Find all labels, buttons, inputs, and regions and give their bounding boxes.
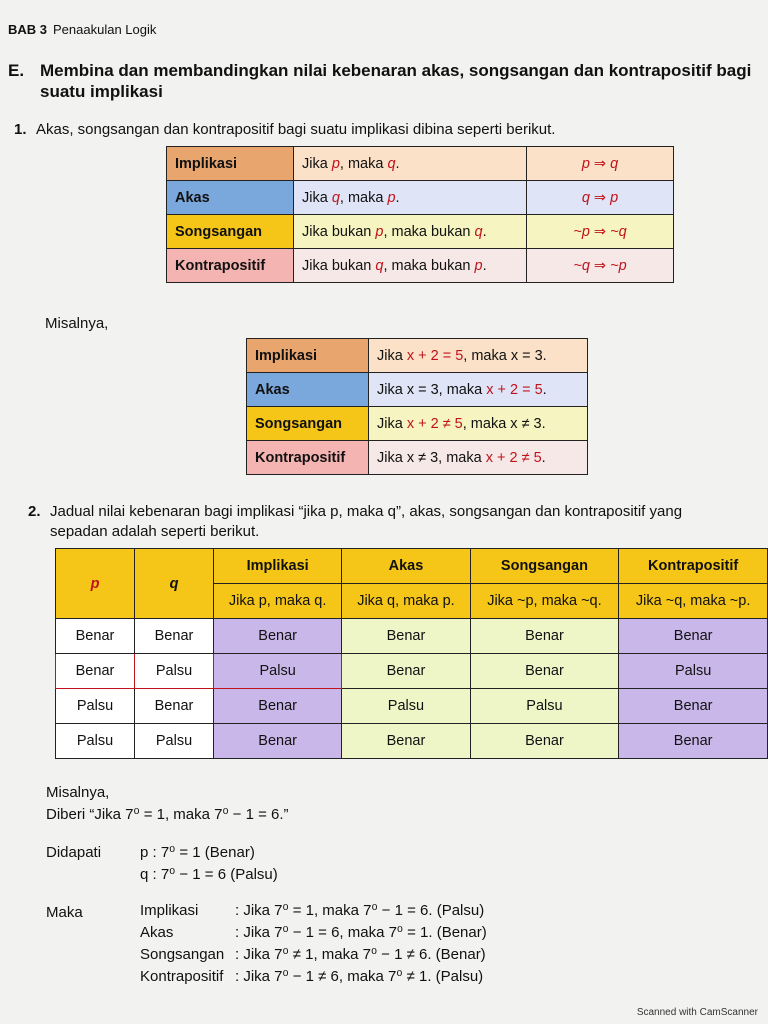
- maka-line: Songsangan : Jika 7⁰ ≠ 1, maka 7⁰ − 1 ≠ 6. (Benar): [140, 946, 486, 963]
- cell-q: Palsu: [135, 654, 214, 689]
- header-implikasi: Implikasi: [214, 549, 342, 584]
- form-implikasi: Jika p, maka q.: [214, 584, 342, 619]
- cell-p: Benar: [56, 619, 135, 654]
- row-label: Songsangan: [167, 215, 294, 249]
- row-form: Jika p, maka q.: [294, 147, 527, 181]
- header-kontrapositif: Kontrapositif: [619, 549, 768, 584]
- row-symbol: p ⇒ q: [527, 147, 674, 181]
- item-1-text: Akas, songsangan dan kontrapositif bagi suatu implikasi dibina seperti berikut.: [36, 121, 556, 138]
- cell-implikasi: Palsu: [214, 654, 342, 689]
- example-diberi: Diberi “Jika 7⁰ = 1, maka 7⁰ − 1 = 6.”: [46, 806, 289, 823]
- chapter-header: [8, 22, 156, 37]
- cell-p: Palsu: [56, 724, 135, 759]
- implication-forms-table: [166, 146, 674, 283]
- item-2-line1: Jadual nilai kebenaran bagi implikasi “jika p, maka q”, akas, songsangan dan kontrapositif yang: [50, 503, 683, 520]
- table-row: [247, 441, 588, 475]
- table-row: [167, 181, 674, 215]
- table-row: [167, 249, 674, 283]
- row-label: Akas: [167, 181, 294, 215]
- row-statement: Jika x ≠ 3, maka x + 2 ≠ 5.: [369, 441, 588, 475]
- chapter-title: Penaakulan Logik: [53, 22, 157, 37]
- header-akas: Akas: [342, 549, 470, 584]
- example-implication-table: [246, 338, 588, 475]
- row-symbol: q ⇒ p: [527, 181, 674, 215]
- maka-line: Kontrapositif : Jika 7⁰ − 1 ≠ 6, maka 7⁰ ≠ 1. (Palsu): [140, 968, 484, 985]
- row-label: Akas: [247, 373, 369, 407]
- row-label: Kontrapositif: [247, 441, 369, 475]
- cell-implikasi: Benar: [214, 619, 342, 654]
- maka-list: [140, 900, 487, 988]
- table-row: [247, 373, 588, 407]
- row-form: Jika bukan p, maka bukan q.: [294, 215, 527, 249]
- cell-songsangan: Palsu: [470, 689, 619, 724]
- cell-kontrapositif: Benar: [619, 724, 768, 759]
- row-statement: Jika x + 2 ≠ 5, maka x ≠ 3.: [369, 407, 588, 441]
- misalnya-1: Misalnya,: [45, 315, 109, 332]
- row-label: Implikasi: [247, 339, 369, 373]
- cell-implikasi: Benar: [214, 724, 342, 759]
- item-2-line2: sepadan adalah seperti berikut.: [50, 523, 260, 540]
- section-title-line1: Membina dan membandingkan nilai kebenaran akas, songsangan dan kontrapositif bagi: [40, 61, 752, 80]
- cell-akas: Palsu: [342, 689, 470, 724]
- cell-kontrapositif: Benar: [619, 689, 768, 724]
- header-q: q: [135, 549, 214, 619]
- form-akas: Jika q, maka p.: [342, 584, 470, 619]
- row-label: Implikasi: [167, 147, 294, 181]
- item-1-number: 1.: [14, 121, 27, 138]
- p-statement: p : 7⁰ = 1 (Benar): [140, 844, 255, 861]
- cell-akas: Benar: [342, 724, 470, 759]
- section-label: E.: [8, 61, 25, 80]
- cell-songsangan: Benar: [470, 724, 619, 759]
- maka-line: Akas : Jika 7⁰ − 1 = 6, maka 7⁰ = 1. (Benar): [140, 924, 487, 941]
- item-2-number: 2.: [28, 503, 41, 520]
- table-row: [56, 689, 768, 724]
- table-row: [247, 339, 588, 373]
- header-p: p: [56, 549, 135, 619]
- truth-table: [55, 548, 768, 759]
- cell-p: Benar: [56, 654, 135, 689]
- cell-implikasi: Benar: [214, 689, 342, 724]
- row-statement: Jika x = 3, maka x + 2 = 5.: [369, 373, 588, 407]
- section-heading: [8, 60, 768, 102]
- table-row: [167, 215, 674, 249]
- table-row: [167, 147, 674, 181]
- cell-p: Palsu: [56, 689, 135, 724]
- cell-akas: Benar: [342, 654, 470, 689]
- cell-akas: Benar: [342, 619, 470, 654]
- table-row: [56, 619, 768, 654]
- row-statement: Jika x + 2 = 5, maka x = 3.: [369, 339, 588, 373]
- didapati-label: Didapati: [46, 844, 102, 861]
- form-songsangan: Jika ~p, maka ~q.: [470, 584, 619, 619]
- example-misalnya: Misalnya,: [46, 784, 110, 801]
- cell-q: Benar: [135, 619, 214, 654]
- row-form: Jika q, maka p.: [294, 181, 527, 215]
- row-label: Songsangan: [247, 407, 369, 441]
- table-header-row: [56, 549, 768, 584]
- row-form: Jika bukan q, maka bukan p.: [294, 249, 527, 283]
- row-symbol: ~p ⇒ ~q: [527, 215, 674, 249]
- cell-kontrapositif: Benar: [619, 619, 768, 654]
- table-row: [56, 654, 768, 689]
- cell-songsangan: Benar: [470, 619, 619, 654]
- row-label: Kontrapositif: [167, 249, 294, 283]
- q-statement: q : 7⁰ − 1 = 6 (Palsu): [140, 866, 278, 883]
- chapter-number: BAB 3: [8, 22, 48, 37]
- row-symbol: ~q ⇒ ~p: [527, 249, 674, 283]
- header-songsangan: Songsangan: [470, 549, 619, 584]
- scanner-watermark: Scanned with CamScanner: [636, 1007, 758, 1018]
- cell-kontrapositif: Palsu: [619, 654, 768, 689]
- table-row: [247, 407, 588, 441]
- maka-line: Implikasi : Jika 7⁰ = 1, maka 7⁰ − 1 = 6. (Palsu): [140, 902, 485, 919]
- cell-songsangan: Benar: [470, 654, 619, 689]
- item-1: [14, 120, 555, 140]
- maka-label: Maka: [46, 904, 83, 921]
- table-row: [56, 724, 768, 759]
- section-title-line2: suatu implikasi: [40, 82, 163, 101]
- item-2: [28, 502, 768, 542]
- cell-q: Benar: [135, 689, 214, 724]
- form-kontrapositif: Jika ~q, maka ~p.: [619, 584, 768, 619]
- cell-q: Palsu: [135, 724, 214, 759]
